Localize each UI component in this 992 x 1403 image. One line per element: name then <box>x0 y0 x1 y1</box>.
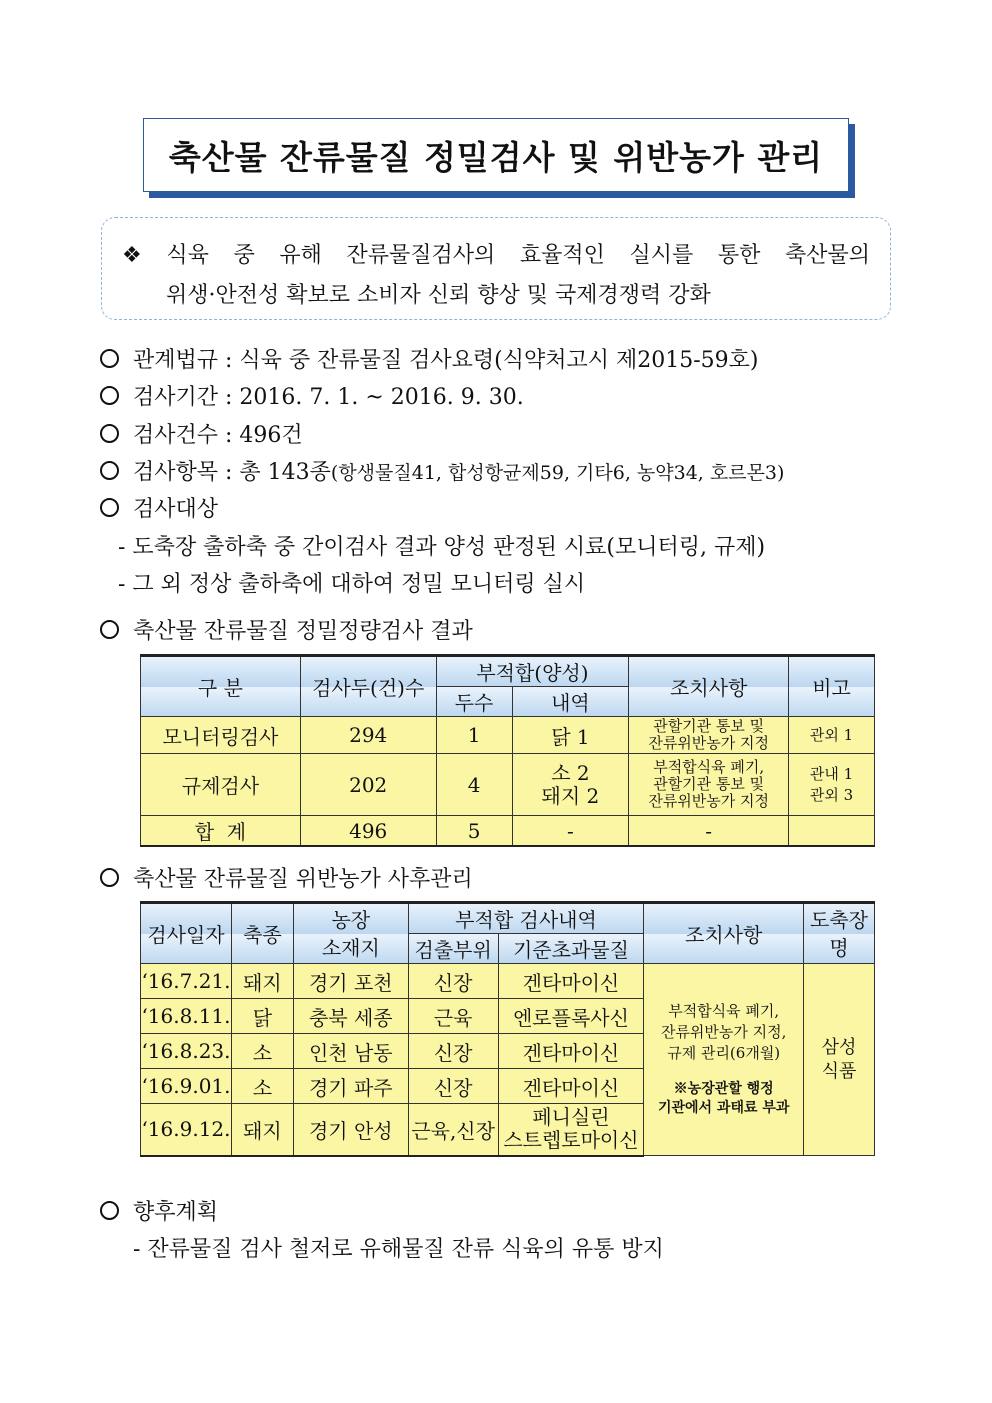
th-inspection: 부적합 검사내역 <box>408 903 644 934</box>
cell-category: 규제검사 <box>141 754 301 816</box>
item-law <box>100 343 759 374</box>
th-category: 구 분 <box>141 656 301 717</box>
result-table <box>140 654 875 847</box>
circle-bullet-icon <box>100 461 119 480</box>
cell-note: 관내 1 관외 3 <box>789 754 875 816</box>
cell-detail: - <box>512 816 629 847</box>
cell-heads: 5 <box>436 816 512 847</box>
cell-action <box>644 964 804 1156</box>
summary-word: 통한 <box>717 243 761 268</box>
th-detail: 내역 <box>512 687 629 717</box>
summary-line-2: 위생·안전성 확보로 소비자 신뢰 향상 및 국제경쟁력 강화 <box>166 283 711 308</box>
circle-bullet-icon <box>100 868 119 887</box>
item-target <box>100 492 218 523</box>
target-sub-2: - 그 외 정상 출하축에 대하여 정밀 모니터링 실시 <box>118 572 586 597</box>
cell-slaughter: 삼성 식품 <box>804 964 875 1156</box>
th-heads: 두수 <box>436 687 512 717</box>
cell-date: ‘16.9.01. <box>141 1069 232 1104</box>
plan-text: 향후계획 <box>133 1200 219 1225</box>
circle-bullet-icon <box>100 349 119 368</box>
cell-part: 신장 <box>408 1069 498 1104</box>
cell-substance: 겐타마이신 <box>498 964 644 999</box>
cell-tested: 496 <box>300 816 436 847</box>
cell-species: 돼지 <box>231 1104 293 1156</box>
cell-species: 소 <box>231 1069 293 1104</box>
cell-date: ‘16.8.23. <box>141 1034 232 1069</box>
cell-date: ‘16.9.12. <box>141 1104 232 1156</box>
cell-substance: 페니실린 스트렙토마이신 <box>498 1104 644 1156</box>
followup-table <box>140 901 875 1157</box>
item-scope <box>100 455 784 486</box>
summary-word: 잔류물질검사의 <box>346 243 496 268</box>
cell-species: 돼지 <box>231 964 293 999</box>
period-text: 검사기간 : 2016. 7. 1. ~ 2016. 9. 30. <box>133 385 524 410</box>
target-sub-1: - 도축장 출하축 중 간이검사 결과 양성 판정된 시료(모니터링, 규제) <box>118 535 766 560</box>
th-part: 검출부위 <box>408 934 498 964</box>
cell-action: 부적합식육 폐기, 관할기관 통보 및 잔류위반농가 지정 <box>629 754 789 816</box>
summary-box <box>101 217 891 320</box>
cell-farm: 경기 안성 <box>293 1104 408 1156</box>
cell-action: 관할기관 통보 및 잔류위반농가 지정 <box>629 717 789 754</box>
cell-species: 소 <box>231 1034 293 1069</box>
summary-word: 중 <box>233 243 255 268</box>
item-period <box>100 380 524 411</box>
cell-farm: 충북 세종 <box>293 999 408 1034</box>
th-slaughter: 도축장 명 <box>804 903 875 964</box>
cell-date: ‘16.8.11. <box>141 999 232 1034</box>
title-box <box>143 118 849 192</box>
item-followup <box>100 862 473 893</box>
cell-category: 합 계 <box>141 816 301 847</box>
cell-part: 신장 <box>408 964 498 999</box>
cell-part: 신장 <box>408 1034 498 1069</box>
cell-substance: 엔로플록사신 <box>498 999 644 1034</box>
diamond-bullet-icon: ❖ <box>122 243 142 268</box>
result-text: 축산물 잔류물질 정밀정량검사 결과 <box>133 619 473 644</box>
th-action: 조치사항 <box>644 903 804 964</box>
scope-detail: (항생물질41, 합성항균제59, 기타6, 농약34, 호르몬3) <box>330 462 785 484</box>
th-tested: 검사두(건)수 <box>300 656 436 717</box>
target-text: 검사대상 <box>133 497 219 522</box>
cell-substance: 겐타마이신 <box>498 1069 644 1104</box>
count-text: 검사건수 : 496건 <box>133 423 303 448</box>
cell-tested: 294 <box>300 717 436 754</box>
circle-bullet-icon <box>100 620 119 639</box>
circle-bullet-icon <box>100 424 119 443</box>
th-action: 조치사항 <box>629 656 789 717</box>
law-text: 관계법규 : 식육 중 잔류물질 검사요령(식약처고시 제2015-59호) <box>133 348 759 373</box>
th-nonconform: 부적합(양성) <box>436 656 629 687</box>
summary-word: 효율적인 <box>519 243 605 268</box>
item-result <box>100 614 473 645</box>
cell-farm: 경기 포천 <box>293 964 408 999</box>
cell-category: 모니터링검사 <box>141 717 301 754</box>
item-count <box>100 418 303 449</box>
cell-detail: 닭 1 <box>512 717 629 754</box>
summary-word: 유해 <box>279 243 322 268</box>
th-farm: 농장 소재지 <box>293 903 408 964</box>
page-title: 축산물 잔류물질 정밀검사 및 위반농가 관리 <box>168 137 824 177</box>
cell-note: 관외 1 <box>789 717 875 754</box>
th-substance: 기준초과물질 <box>498 934 644 964</box>
cell-substance: 겐타마이신 <box>498 1034 644 1069</box>
cell-part: 근육 <box>408 999 498 1034</box>
cell-farm: 인천 남동 <box>293 1034 408 1069</box>
cell-tested: 202 <box>300 754 436 816</box>
plan-sub: - 잔류물질 검사 철저로 유해물질 잔류 식육의 유통 방지 <box>133 1237 664 1262</box>
th-species: 축종 <box>231 903 293 964</box>
cell-action: - <box>629 816 789 847</box>
item-plan <box>100 1195 218 1226</box>
cell-species: 닭 <box>231 999 293 1034</box>
summary-word: 실시를 <box>629 243 694 268</box>
summary-word: 식육 <box>166 243 209 268</box>
followup-text: 축산물 잔류물질 위반농가 사후관리 <box>133 867 473 892</box>
scope-text: 검사항목 : 총 143종 <box>133 460 331 485</box>
cell-detail: 소 2 돼지 2 <box>512 754 629 816</box>
cell-part: 근육,신장 <box>408 1104 498 1156</box>
cell-farm: 경기 파주 <box>293 1069 408 1104</box>
cell-heads: 4 <box>436 754 512 816</box>
circle-bullet-icon <box>100 498 119 517</box>
cell-note <box>789 816 875 847</box>
action-note: ※농장관할 행정 기관에서 과태료 부과 <box>657 1081 790 1116</box>
action-text: 부적합식육 폐기, 잔류위반농가 지정, 규제 관리(6개월) <box>660 1002 787 1062</box>
cell-date: ‘16.7.21. <box>141 964 232 999</box>
summary-line-1 <box>122 236 870 276</box>
cell-heads: 1 <box>436 717 512 754</box>
th-note: 비고 <box>789 656 875 717</box>
circle-bullet-icon <box>100 1201 119 1220</box>
th-date: 검사일자 <box>141 903 232 964</box>
summary-word: 축산물의 <box>784 243 870 268</box>
circle-bullet-icon <box>100 386 119 405</box>
